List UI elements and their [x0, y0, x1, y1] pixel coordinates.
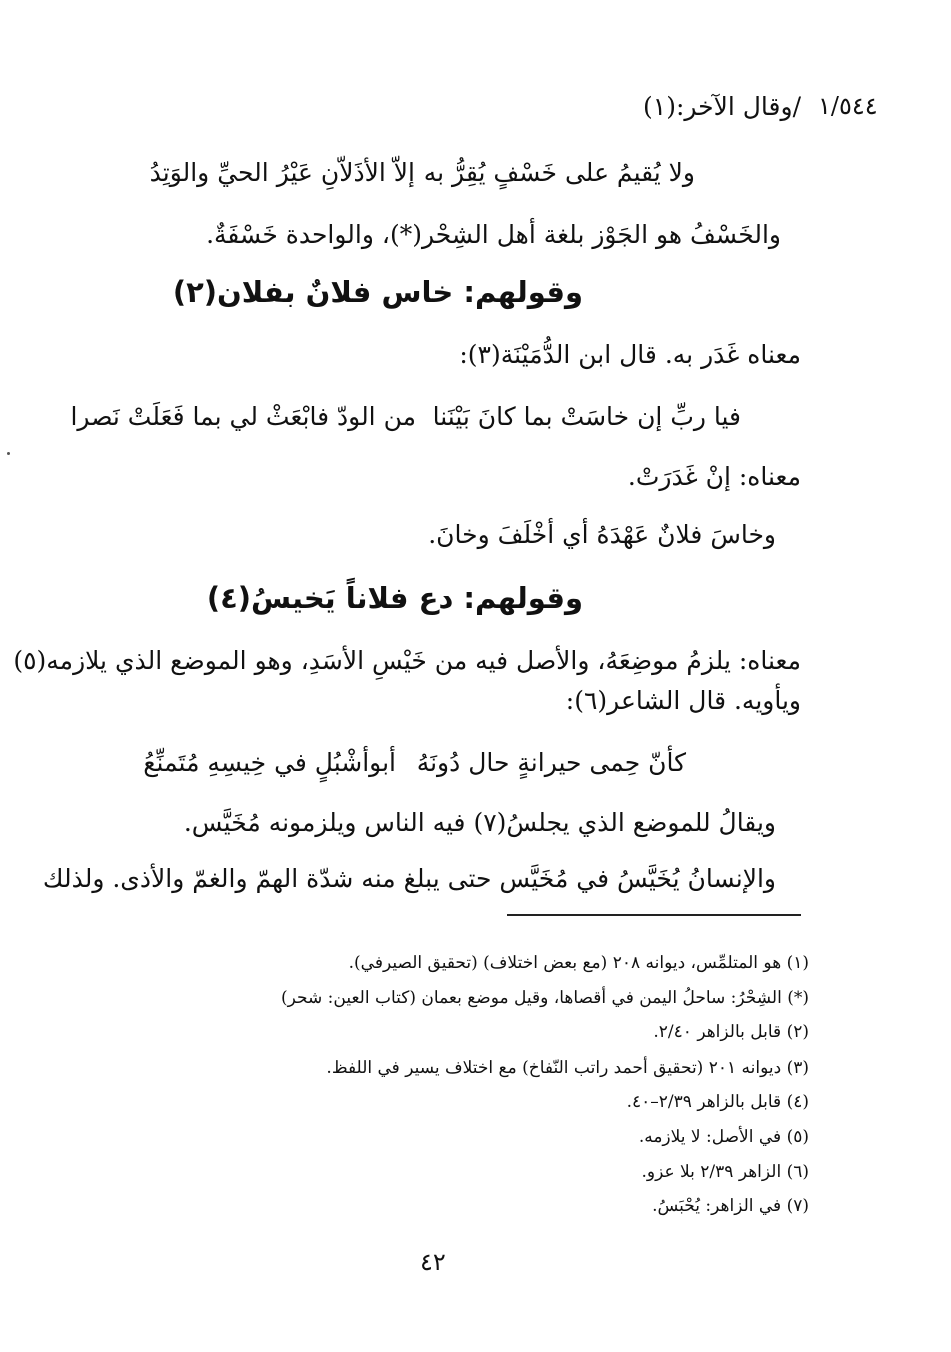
footnote: (٢) قابل بالزاهر ٢/٤٠. — [653, 1022, 809, 1042]
text-line: ويقالُ للموضع الذي يجلسُ(٧) فيه الناس ويلزمونه مُخَيَّس. — [183, 808, 776, 837]
verse1-first-hemistich: ولا يُقيمُ على خَسْفٍ يُقِرُّ به — [423, 158, 695, 187]
footnote: (٧) في الزاهر: يُحْبَسُ. — [652, 1196, 809, 1216]
footnote: (٣) ديوانه ٢٠١ (تحقيق أحمد راتب النّفاخ) مع اختلاف يسير في اللفظ. — [326, 1058, 809, 1078]
page-reference: ١/٥٤٤ — [818, 92, 878, 120]
verse3-first-hemistich: كأنّ حِمى حيرانةٍ حال دُونَهُ — [416, 748, 686, 777]
section-heading: وقولهم: خاس فلانٌ بفلان(٢) — [172, 275, 583, 309]
text-line: والخَسْفُ هو الجَوْز بلغة أهل الشِحْر(*)، والواحدة خَسْفَةٌ. — [206, 220, 781, 249]
footnote: (٥) في الأصل: لا يلازمه. — [638, 1127, 809, 1147]
verse2-second-hemistich: من الودّ فابْعَثْ لي بما فَعَلَتْ نَصرا — [70, 402, 416, 431]
footnote: (٤) قابل بالزاهر ٢/٣٩–٤٠. — [626, 1092, 809, 1112]
section-heading: وقولهم: دع فلاناً يَخيسُ(٤) — [206, 581, 583, 615]
text-line: وخاسَ فلانٌ عَهْدَهُ أي أخْلَفَ وخانَ. — [428, 520, 776, 549]
text-line: والإنسانُ يُخَيَّسُ في مُخَيَّس حتى يبلغ منه شدّة الهمّ والغمّ والأذى. ولذلك — [42, 864, 776, 893]
verse3-second-hemistich: أبوأشْبُلٍ في خِيسِهِ مُتَمنِّعُ — [143, 748, 396, 777]
footnote: (*) الشِحْرُ: ساحلُ اليمن في أقصاها، وقيل موضع بعمان (كتاب العين: شحر) — [281, 988, 809, 1008]
footnote: (٦) الزاهر ٢/٣٩ بلا عزو. — [641, 1162, 809, 1182]
text-line: معناه: إنْ غَدَرَتْ. — [627, 462, 801, 491]
verse1-second-hemistich: إلاّ الأذَلاّنِ عَيْرُ الحيِّ والوَتِدُ — [149, 158, 415, 187]
verse2-first-hemistich: فيا ربِّ إن خاسَتْ بما كانَ بَيْنَنا — [432, 402, 741, 431]
footnote-divider — [507, 914, 801, 916]
page-number: ٤٢ — [420, 1248, 446, 1276]
footnote: (١) هو المتلمِّس، ديوانه ٢٠٨ (مع بعض اختلاف) (تحقيق الصيرفي). — [348, 953, 809, 973]
paragraph-line: معناه: يلزمُ موضِعَهُ، والأصل فيه من خَيْسِ الأسَدِ، وهو الموضع الذي يلازمه(٥) — [13, 646, 801, 675]
intro-line: /وقال الآخر:(١) — [642, 92, 801, 121]
scan-speck — [7, 452, 10, 455]
paragraph-line: ويأويه. قال الشاعر(٦): — [565, 686, 801, 715]
text-line: معناه غَدَر به. قال ابن الدُّمَيْنَة(٣): — [459, 340, 801, 369]
